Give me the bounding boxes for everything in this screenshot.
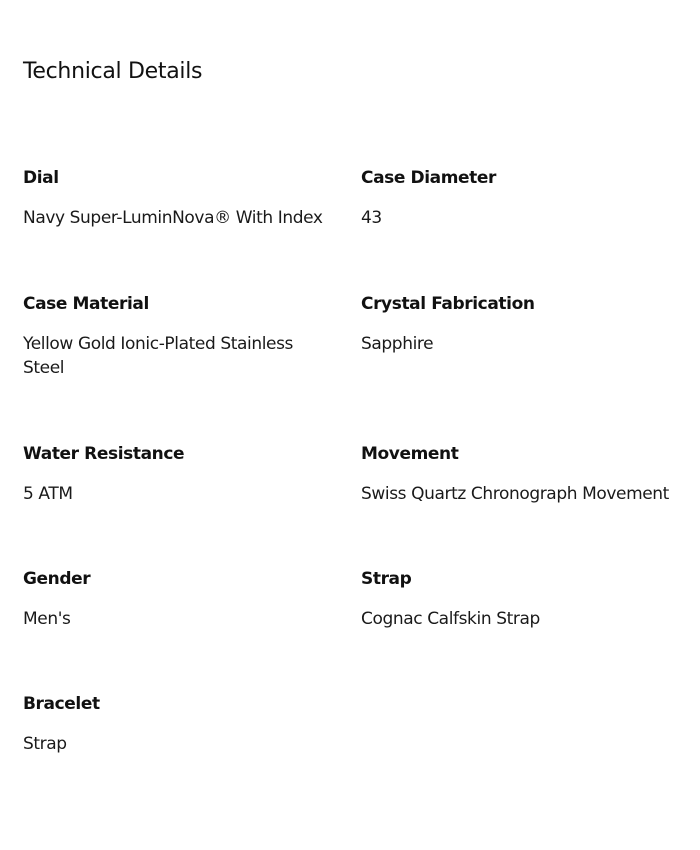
spec-value: Sapphire (361, 334, 434, 354)
spec-dial (23, 167, 343, 230)
spec-case-material (23, 293, 343, 380)
spec-movement (361, 443, 681, 506)
spec-label: Bracelet (23, 694, 100, 714)
spec-value: Strap (23, 734, 67, 754)
spec-label: Strap (361, 569, 412, 589)
spec-value: 5 ATM (23, 484, 73, 504)
spec-value: Cognac Calfskin Strap (361, 609, 540, 629)
spec-crystal-fabrication (361, 293, 681, 356)
spec-label: Gender (23, 569, 91, 589)
section-title: Technical Details (23, 59, 203, 84)
spec-label: Crystal Fabrication (361, 294, 535, 314)
spec-value: Swiss Quartz Chronograph Movement (361, 484, 669, 504)
spec-label: Movement (361, 444, 459, 464)
spec-label: Case Material (23, 294, 149, 314)
spec-strap (361, 568, 681, 631)
spec-case-diameter (361, 167, 681, 230)
spec-label: Case Diameter (361, 168, 497, 188)
spec-label: Dial (23, 168, 59, 188)
spec-bracelet (23, 693, 343, 756)
spec-value: Navy Super-LuminNova® With Index (23, 208, 323, 228)
spec-water-resistance (23, 443, 343, 506)
spec-value: 43 (361, 208, 382, 228)
spec-gender (23, 568, 343, 631)
spec-value: Men's (23, 609, 71, 629)
spec-label: Water Resistance (23, 444, 185, 464)
spec-value: Yellow Gold Ionic-Plated Stainless Steel (23, 334, 294, 378)
